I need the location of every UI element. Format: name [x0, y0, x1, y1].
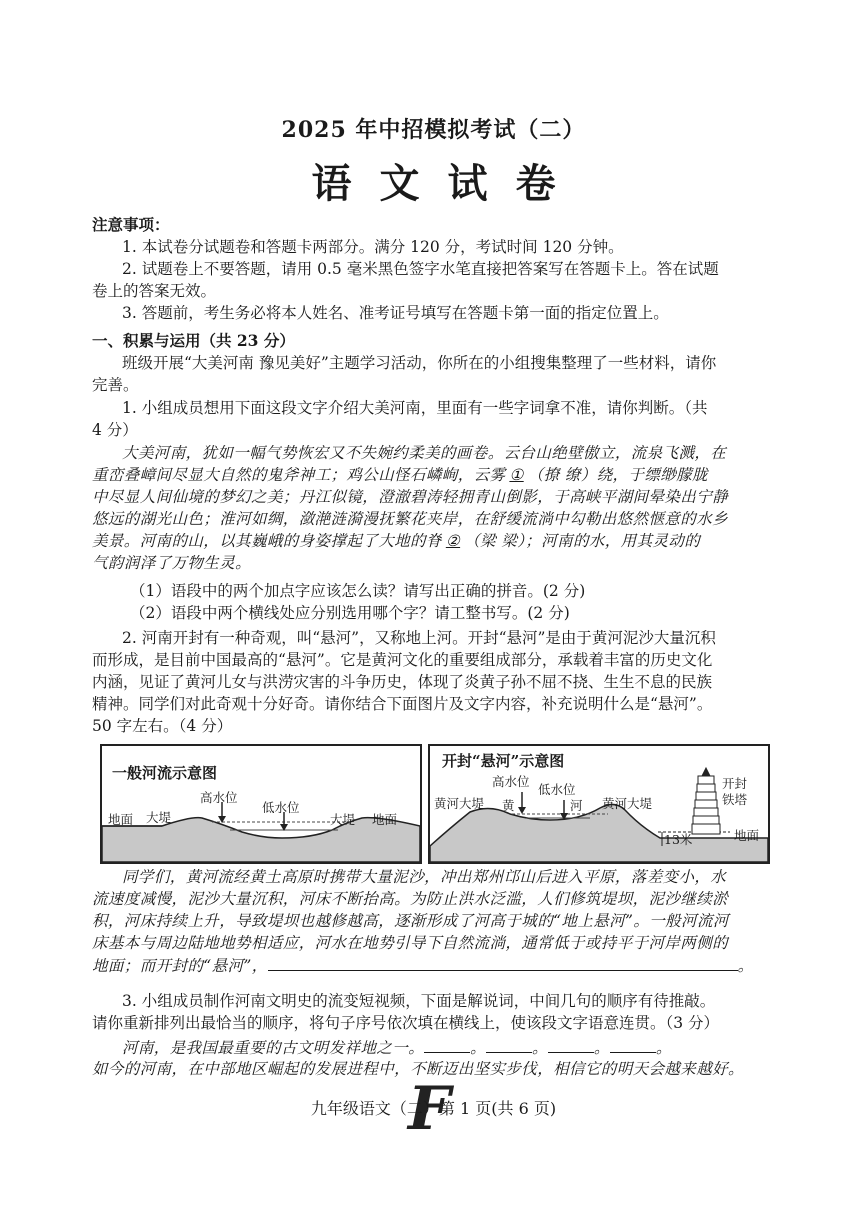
q2-passage-3: 积，河床持续上升，导致堤坝也越修越高，逐渐形成了河高于城的“地上悬河”。一般河流河 [92, 912, 729, 930]
figure-left-label-ground-2: 地面 [372, 812, 398, 827]
q3-line-1: 河南，是我国最重要的古文明发祥地之一。 。 。 。 。 [122, 1036, 672, 1059]
q1-sub2: （2）语段中两个横线处应分别选用哪个字？请工整书写。(2 分) [130, 604, 570, 622]
figure-right-label-13m: 13米 [664, 832, 693, 847]
q2-end-mark: 。 [737, 957, 754, 975]
subject-title: 语文试卷 [311, 160, 584, 207]
q1-passage-4: 悠远的湖光山色；淮河如绸，潋滟涟漪漫抚繁花夹岸，在舒缓流淌中勾勒出悠然惬意的水乡 [92, 510, 729, 528]
q1-passage-1: 大美河南，犹如一幅气势恢宏又不失婉约柔美的画卷。云台山绝壁傲立，流泉飞溅，在 [122, 444, 727, 462]
figure-left-label-dike-1: 大堤 [146, 810, 172, 825]
q1-passage-5: 美景。河南的山，以其巍峨的身姿撑起了大地的脊 ② （梁 梁）；河南的水，用其灵动的 [92, 532, 701, 550]
figure-kaifeng-suspended-river [428, 744, 770, 864]
q3-blank-4[interactable] [610, 1036, 656, 1053]
q2-passage-2: 流速度减慢，泥沙大量沉积，河床不断抬高。为防止洪水泛滥，人们修筑堤坝，泥沙继续淤 [92, 890, 729, 908]
figure-right-label-iron-tower: 铁塔 [722, 792, 748, 807]
notice-item-2-cont: 卷上的答案无效。 [92, 282, 217, 300]
ordinary-river-diagram [102, 746, 420, 862]
watermark-f: F [408, 1074, 451, 1144]
figure-right-label-dike-2: 黄河大堤 [602, 796, 653, 811]
q1-stem-1: 1. 小组成员想用下面这段文字介绍大美河南，里面有一些字词拿不准，请你判断。（共 [122, 399, 708, 417]
q3-blank-3[interactable] [548, 1036, 594, 1053]
q1-sub1: （1）语段中的两个加点字应该怎么读？请写出正确的拼音。(2 分) [130, 582, 586, 600]
notice-item-1: 1. 本试卷分试题卷和答题卡两部分。满分 120 分，考试时间 120 分钟。 [122, 238, 624, 256]
figure-right-label-huang: 黄 [502, 798, 515, 813]
figure-left-label-ground-1: 地面 [108, 812, 134, 827]
figure-right-label-low-water: 低水位 [538, 782, 576, 797]
q2-passage-1: 同学们，黄河流经黄土高原时携带大量泥沙，冲出郑州邙山后进入平原，落差变小，水 [122, 868, 727, 886]
blank-1: ① [509, 466, 524, 484]
q2-stem-5: 50 字左右。（4 分） [92, 717, 233, 735]
notice-heading: 注意事项： [92, 215, 170, 234]
figure-left-title: 一般河流示意图 [112, 764, 218, 782]
figure-right-label-high-water: 高水位 [492, 774, 530, 789]
q3-line-2: 如今的河南，在中部地区崛起的发展进程中，不断迈出坚实步伐，相信它的明天会越来越好。 [92, 1060, 744, 1078]
section-intro-2: 完善。 [92, 376, 139, 394]
q1-passage-6: 气韵润泽了万物生灵。 [92, 554, 252, 572]
q2-answer-line[interactable] [268, 954, 738, 971]
notice-item-3: 3. 答题前，考生务必将本人姓名、准考证号填写在答题卡第一面的指定位置上。 [122, 304, 669, 322]
q1-passage-2: 重峦叠嶂间尽显大自然的鬼斧神工；鸡公山怪石嶙峋，云雾 ① （撩 缭）绕，于缥缈朦胧 [92, 466, 708, 484]
q2-passage-5: 地面；而开封的“悬河”， 。 [92, 954, 754, 977]
q2-stem-4: 精神。同学们对此奇观十分好奇。请你结合下面图片及文字内容，补充说明什么是“悬河”。 [92, 695, 713, 713]
figure-right-label-dike-1: 黄河大堤 [434, 796, 485, 811]
q3-blank-1[interactable] [424, 1036, 470, 1053]
figure-left-label-dike-2: 大堤 [330, 812, 356, 827]
q3-stem-1: 3. 小组成员制作河南文明史的流变短视频，下面是解说词，中间几句的顺序有待推敲。 [122, 992, 716, 1010]
page-footer: 九年级语文（二）第 1 页(共 6 页) [310, 1099, 557, 1118]
figure-left-label-low-water: 低水位 [262, 800, 300, 815]
notice-item-2: 2. 试题卷上不要答题，请用 0.5 毫米黑色签字水笔直接把答案写在答题卡上。答在试题 [122, 260, 719, 278]
q3-blank-2[interactable] [486, 1036, 532, 1053]
blank-2: ② [445, 532, 461, 550]
q2-passage-4: 床基本与周边陆地地势相适应，河水在地势引导下自然流淌，通常低于或持平于河岸两侧的 [92, 934, 729, 952]
q2-stem-3: 内涵，见证了黄河儿女与洪涝灾害的斗争历史，体现了炎黄子孙不屈不挠、生生不息的民族 [92, 673, 713, 691]
exam-title: 2025 年中招模拟考试（二） [281, 117, 586, 143]
q2-stem-1: 2. 河南开封有一种奇观，叫“悬河”，又称地上河。开封“悬河”是由于黄河泥沙大量沉积 [122, 629, 716, 647]
section-intro-1: 班级开展“大美河南 豫见美好”主题学习活动，你所在的小组搜集整理了一些材料，请你 [122, 354, 717, 372]
figure-right-title: 开封“悬河”示意图 [442, 752, 565, 770]
figure-right-label-he: 河 [570, 798, 583, 813]
section-heading: 一、积累与运用（共 23 分） [92, 331, 295, 350]
q1-passage-3: 中尽显人间仙境的梦幻之美；丹江似镜，澄澈碧涛轻拥青山倒影，于高峡平湖间晕染出宁静 [92, 488, 729, 506]
q1-stem-2: 4 分） [92, 421, 138, 439]
figure-right-label-kaifeng: 开封 [722, 776, 748, 791]
figure-right-label-ground: 地面 [734, 828, 760, 843]
figure-left-label-high-water: 高水位 [200, 790, 238, 805]
q3-stem-2: 请你重新排列出最恰当的顺序，将句子序号依次填在横线上，使该段文字语意连贯。（3 分） [92, 1014, 720, 1032]
q2-stem-2: 而形成，是目前中国最高的“悬河”。它是黄河文化的重要组成部分，承载着丰富的历史文化 [92, 651, 713, 669]
figure-ordinary-river [100, 744, 422, 864]
